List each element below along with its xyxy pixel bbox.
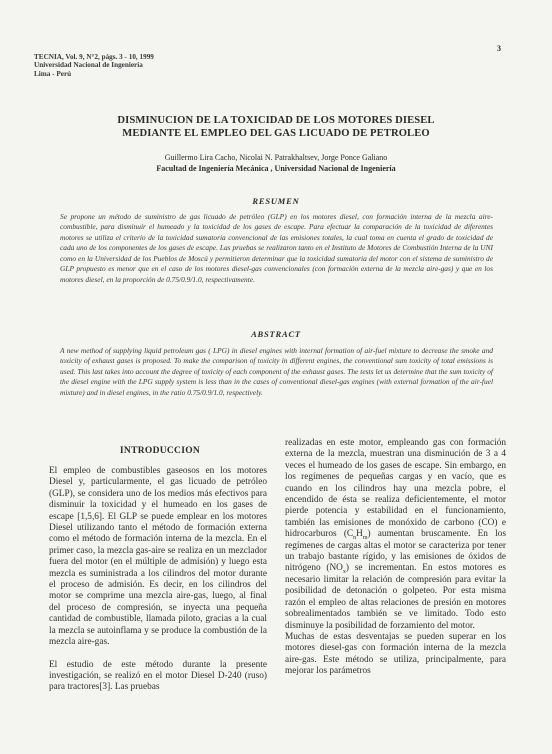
- author-list: Guillermo Lira Cacho, Nicolai N. Patrakhaltsev, Jorge Ponce Galiano: [164, 153, 388, 162]
- paper-title: [40, 115, 512, 140]
- page-number: 3: [497, 44, 501, 53]
- title-line-2: MEDIANTE EL EMPLEO DEL GAS LICUADO DE PETROLEO: [122, 127, 430, 139]
- section-heading-introduccion: INTRODUCCION: [119, 446, 201, 456]
- paragraph-3-text-b: H: [356, 529, 363, 540]
- subscript-n: n: [353, 535, 357, 542]
- abstract-heading: ABSTRACT: [251, 329, 301, 339]
- intro-paragraph-3: [285, 438, 506, 632]
- paragraph-3-text-a: realizadas en este motor, empleando gas con formación externa de la mezcla, muestran una disminución de 3 a 4 veces el humeado de los gases de escape. Sin embargo, en los regímenes de pequeñas cargas y en vacío, que es cuando en los cilindros hay una mezcla pobre, el encendido de ésta se realiza deficientemente, el motor pierde potencia y estabilidad en el funcionamiento, también las emisiones de monóxido de carbono (CO) e hidrocarburos (C: [285, 438, 506, 540]
- title-line-1: DISMINUCION DE LA TOXICIDAD DE LOS MOTORES DIESEL: [117, 115, 435, 126]
- intro-paragraph-4: Muchas de estas desventajas se pueden superar en los motores diesel-gas con formación interna de la mezcla aire-gas. Este método se utiliza, principalmente, para mejorar los parámetros: [285, 631, 506, 677]
- journal-citation: [34, 53, 154, 78]
- intro-paragraph-2: El estudio de este método durante la presente investigación, se realizó en el motor Diesel D-240 (ruso) para tractores[3]. Las pruebas: [49, 659, 267, 693]
- paragraph-3-text-d: ) se incrementan. En estos motores es necesario limitar la relación de compresión para evitar la posibilidad de detonación o golpeteo. Por esta misma razón el empleo de altas relaciones de presión en motores sobrealimentados también se ve limitado. Todo esto disminuye la posibilidad de forzamiento del motor.: [285, 563, 506, 631]
- subscript-m: m: [362, 535, 368, 542]
- abstract-text: A new method of supplying liquid petroleum gas ( LPG) in diesel engines with internal formation of air-fuel mixture to decrease the smoke and toxicity of exhaust gases is proposed. To make the comparison of toxicity in different engines, the conventional sum toxicity of total emissions is used. This last takes into account the degree of toxicity of each component of the exhaust gases. The tests let us determine that the sum toxicity of the diesel engine with the LPG supply system is less than in the cases of conventional diesel-gas engines (with external formation of the air-fuel mixture) and in diesel engines, in the ratio 0.75/0.9/1.0, respectively.: [60, 346, 493, 397]
- intro-paragraph-1: El empleo de combustibles gaseosos en los motores Diesel y, particularmente, el gas licuado de petróleo (GLP), se considera uno de los medios más efectivos para disminuir la toxicidad y el humeado en los gases de escape [1,5,6]. El GLP se puede emplear en los motores Diesel utilizando tanto el método de formación externa como el método de formación interna de la mezcla. En el primer caso, la mezcla gas-aire se realiza en un mezclador fuera del motor (en el múltiple de admisión) y luego esta mezcla es suministrada a los cilindros del motor durante el proceso de admisión. Es decir, en los cilindros del motor se comprime una mezcla aire-gas, luego, al final del proceso de compresión, se inyecta una pequeña cantidad de combustible, llamada piloto, gracias a la cual la mezcla se autoinflama y se produce la combustión de la mezcla aire-gas.: [49, 466, 267, 648]
- left-column: [49, 466, 267, 694]
- affiliation: Facultad de Ingeniería Mecánica , Universidad Nacional de Ingeniería: [156, 164, 396, 173]
- journal-line-1: TECNIA, Vol. 9, N°2, págs. 3 - 10, 1999: [34, 53, 154, 61]
- right-column: [285, 438, 506, 678]
- subscript-x: x: [342, 569, 346, 576]
- resumen-text: Se propone un método de suministro de gas licuado de petróleo (GLP) en los motores diesel, con formación interna de la mezcla aire-combustible, para disminuir el humeado y la toxicidad de los gases de escape. Para efectuar la comparación de la toxicidad de diferentes motores se utiliza el criterio de la toxicidad sumatoria convencional de las emisiones totales, la cual toma en cuenta el grado de toxicidad de cada uno de los componentes de los gases de escape. Las pruebas se realizaron tanto en el Instituto de Motores de Combustión Interna de la UNI como en la Universidad de los Pueblos de Moscú y permitieron determinar que la toxicidad sumatoria del motor con el sistema de suministro de GLP propuesto es menor que en el caso de los motores diesel-gas convencionales (con formación externa de la mezcla aire-gas) y que en los motores diesel, en la proporción de 0.75/0.9/1.0, respectivamente.: [60, 212, 493, 284]
- journal-line-3: Lima - Perú: [34, 69, 72, 78]
- journal-line-2: Universidad Nacional de Ingeniería: [34, 61, 143, 70]
- paragraph-3-text-c: ) aumentan bruscamente. En los regímenes de cargas altas el motor se caracteriza por tener un trabajo bastante rígido, y las emisiones de óxidos de nitrógeno (NO: [285, 529, 506, 574]
- resumen-heading: RESUMEN: [252, 196, 300, 206]
